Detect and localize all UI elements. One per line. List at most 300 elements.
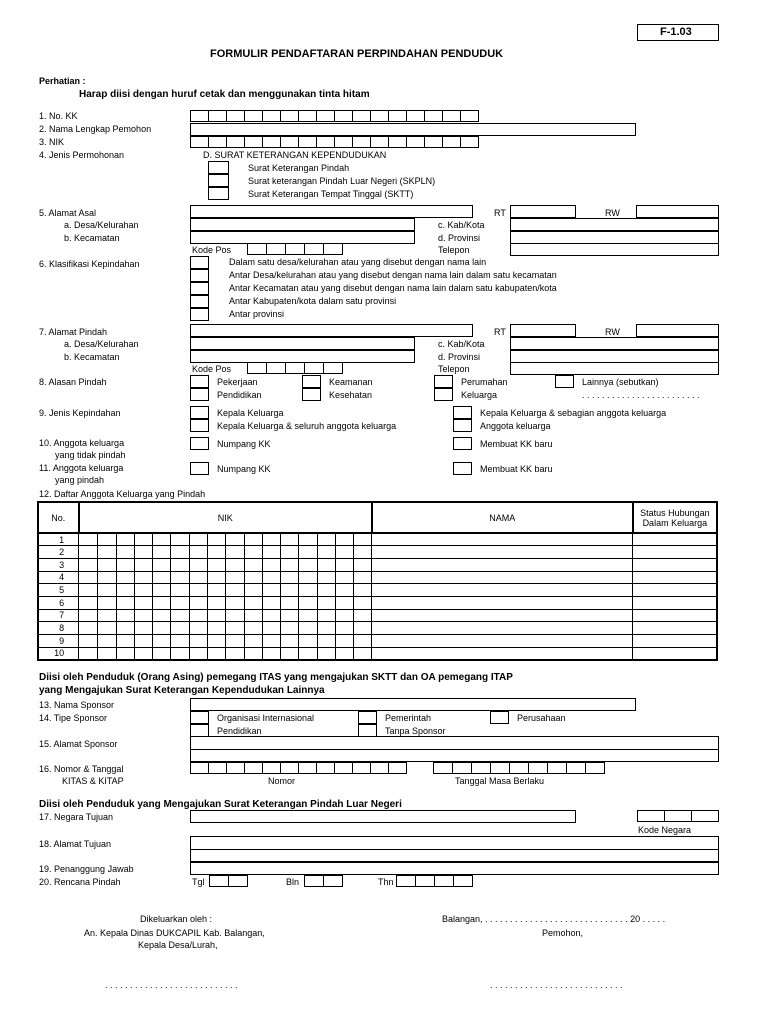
option-keamanan: Keamanan [329, 377, 373, 387]
option-kkbaru-11: Membuat KK baru [480, 464, 553, 474]
issued-by-label: Dikeluarkan oleh : [140, 914, 213, 924]
header-status-line1: Status Hubungan [640, 507, 710, 518]
field-label-jenis-kepindahan: 9. Jenis Kepindahan [39, 408, 121, 418]
status-cell[interactable] [633, 622, 717, 635]
negara-tujuan-input[interactable] [190, 810, 576, 823]
status-cell[interactable] [633, 584, 717, 597]
checkbox-skpln[interactable] [208, 174, 229, 187]
tanggal-berlaku-input[interactable] [433, 762, 605, 774]
desa-pindah-input[interactable] [190, 337, 415, 350]
nik-digit-cell[interactable] [207, 647, 225, 660]
option-lainnya: Lainnya (sebutkan) [582, 377, 659, 387]
nik-digit-cell[interactable] [98, 609, 116, 622]
kab-asal-input[interactable] [510, 218, 719, 231]
nik-digit-cell[interactable] [171, 609, 189, 622]
rencana-tgl-input[interactable] [209, 875, 248, 887]
nik-digit-cell[interactable] [262, 596, 280, 609]
nik-digit-cell[interactable] [281, 533, 299, 546]
nik-digit-cell[interactable] [153, 558, 171, 571]
rw-asal-input[interactable] [636, 205, 719, 218]
nama-cell[interactable] [372, 622, 633, 635]
nik-digit-cell[interactable] [116, 622, 134, 635]
nik-digit-cell[interactable] [335, 546, 353, 559]
nik-digit-cell[interactable] [317, 571, 335, 584]
nik-digit-cell[interactable] [79, 558, 98, 571]
table-row [38, 546, 717, 559]
nik-digit-cell[interactable] [226, 647, 244, 660]
nik-digit-cell[interactable] [262, 558, 280, 571]
desa-asal-input[interactable] [190, 218, 415, 231]
field-label-nama-sponsor: 13. Nama Sponsor [39, 700, 115, 710]
status-cell[interactable] [633, 546, 717, 559]
nik-digit-cell[interactable] [262, 546, 280, 559]
label-telepon-pindah: Telepon [438, 364, 470, 374]
nik-digit-cell[interactable] [281, 558, 299, 571]
nik-digit-cell[interactable] [244, 571, 262, 584]
kodepos-asal-input[interactable] [247, 243, 343, 255]
nik-digit-cell[interactable] [79, 546, 98, 559]
option-perusahaan: Perusahaan [517, 713, 566, 723]
issuer-line2: Kepala Desa/Lurah, [138, 940, 218, 950]
nik-digit-cell[interactable] [299, 596, 317, 609]
nik-digit-cell[interactable] [262, 609, 280, 622]
nik-digit-cell[interactable] [226, 596, 244, 609]
nik-digit-cell[interactable] [317, 546, 335, 559]
nik-digit-cell[interactable] [244, 609, 262, 622]
checkbox-kk-seluruh[interactable] [190, 419, 209, 432]
nik-digit-cell[interactable] [153, 647, 171, 660]
nama-cell[interactable] [372, 558, 633, 571]
label-tgl: Tgl [192, 877, 205, 887]
nik-digit-cell[interactable] [98, 596, 116, 609]
nik-digit-cell[interactable] [299, 635, 317, 648]
alamat-sponsor-divider [190, 749, 719, 750]
rencana-thn-input[interactable] [396, 875, 473, 887]
option-numpang-10: Numpang KK [217, 439, 271, 449]
nama-cell[interactable] [372, 584, 633, 597]
nik-digit-cell[interactable] [189, 584, 207, 597]
status-cell[interactable] [633, 558, 717, 571]
field-label-nik: 3. NIK [39, 137, 65, 147]
nik-digit-cell[interactable] [335, 596, 353, 609]
nik-digit-cell[interactable] [171, 571, 189, 584]
nik-digit-cell[interactable] [116, 596, 134, 609]
issuer-line1: An. Kepala Dinas DUKCAPIL Kab. Balangan, [84, 928, 265, 938]
nik-digit-cell[interactable] [189, 622, 207, 635]
nik-digit-cell[interactable] [153, 571, 171, 584]
label-kode-negara: Kode Negara [638, 825, 692, 835]
checkbox-klasifikasi-5[interactable] [190, 308, 209, 321]
checkbox-anggota[interactable] [453, 419, 472, 432]
nik-digit-cell[interactable] [354, 609, 372, 622]
label-prov-pindah: d. Provinsi [438, 352, 481, 362]
nik-digit-cell[interactable] [79, 609, 98, 622]
alamat-asal-input[interactable] [190, 205, 473, 218]
rt-asal-input[interactable] [510, 205, 576, 218]
nik-digit-cell[interactable] [244, 533, 262, 546]
nik-digit-cell[interactable] [134, 546, 152, 559]
nik-digit-cell[interactable] [134, 596, 152, 609]
nik-digit-cell[interactable] [317, 622, 335, 635]
checkbox-klasifikasi-2[interactable] [190, 269, 209, 282]
nik-digit-cell[interactable] [299, 584, 317, 597]
nik-digit-cell[interactable] [171, 647, 189, 660]
nik-digit-cell[interactable] [317, 558, 335, 571]
nik-digit-cell[interactable] [171, 584, 189, 597]
nik-digit-cell[interactable] [79, 584, 98, 597]
nik-digit-cell[interactable] [244, 558, 262, 571]
row-number: 2 [38, 546, 79, 559]
nik-digit-cell[interactable] [244, 635, 262, 648]
nik-digit-cell[interactable] [354, 546, 372, 559]
nik-digit-cell[interactable] [207, 622, 225, 635]
checkbox-numpang-11[interactable] [190, 462, 209, 475]
nik-digit-cell[interactable] [262, 533, 280, 546]
nik-digit-cell[interactable] [281, 596, 299, 609]
checkbox-kk-sebagian[interactable] [453, 406, 472, 419]
field-label-no-kk: 1. No. KK [39, 111, 78, 121]
nik-digit-cell[interactable] [98, 546, 116, 559]
nik-digit-cell[interactable] [299, 622, 317, 635]
nik-digit-cell[interactable] [281, 584, 299, 597]
nik-digit-cell[interactable] [171, 546, 189, 559]
option-kk-sebagian: Kepala Keluarga & sebagian anggota keluarga [480, 408, 667, 418]
nik-digit-cell[interactable] [281, 622, 299, 635]
option-klasifikasi-3: Antar Kecamatan atau yang disebut dengan nama lain dalam satu kabupaten/kota [229, 283, 557, 293]
option-klasifikasi-1: Dalam satu desa/kelurahan atau yang disebut dengan nama lain [229, 257, 487, 267]
nik-digit-cell[interactable] [207, 571, 225, 584]
label-desa-pindah: a. Desa/Kelurahan [64, 339, 139, 349]
field-label-nomor-tanggal: 16. Nomor & Tanggal [39, 764, 124, 774]
status-cell[interactable] [633, 635, 717, 648]
nik-digit-cell[interactable] [335, 647, 353, 660]
nik-digit-cell[interactable] [171, 533, 189, 546]
nik-digit-cell[interactable] [79, 571, 98, 584]
notice-label: Perhatian : [39, 76, 86, 86]
nama-cell[interactable] [372, 647, 633, 660]
nik-digit-cell[interactable] [134, 533, 152, 546]
nama-cell[interactable] [372, 596, 633, 609]
nik-digit-cell[interactable] [189, 596, 207, 609]
nik-digit-cell[interactable] [317, 609, 335, 622]
label-kab-pindah: c. Kab/Kota [438, 339, 485, 349]
checkbox-sktt[interactable] [208, 187, 229, 200]
option-numpang-11: Numpang KK [217, 464, 271, 474]
nik-digit-cell[interactable] [317, 596, 335, 609]
nik-digit-cell[interactable] [207, 635, 225, 648]
status-cell[interactable] [633, 596, 717, 609]
option-klasifikasi-5: Antar provinsi [229, 309, 285, 319]
nik-digit-cell[interactable] [171, 558, 189, 571]
nik-digit-cell[interactable] [189, 533, 207, 546]
nik-digit-cell[interactable] [226, 546, 244, 559]
checkbox-klasifikasi-4[interactable] [190, 295, 209, 308]
nik-digit-cell[interactable] [335, 558, 353, 571]
nik-digit-cell[interactable] [98, 558, 116, 571]
nik-digit-cell[interactable] [189, 546, 207, 559]
nik-digit-cell[interactable] [262, 584, 280, 597]
nik-digit-cell[interactable] [262, 571, 280, 584]
nik-digit-cell[interactable] [354, 622, 372, 635]
nik-digit-cell[interactable] [207, 533, 225, 546]
nik-digit-cell[interactable] [116, 558, 134, 571]
nik-digit-cell[interactable] [281, 609, 299, 622]
kodepos-pindah-input[interactable] [247, 362, 343, 374]
field-label-rencana-pindah: 20. Rencana Pindah [39, 877, 121, 887]
nik-digit-cell[interactable] [262, 622, 280, 635]
label-kodepos: Kode Pos [192, 245, 232, 255]
nik-digit-cell[interactable] [98, 622, 116, 635]
row-number: 7 [38, 609, 79, 622]
nik-digit-cell[interactable] [226, 558, 244, 571]
table-row [38, 647, 717, 660]
status-cell[interactable] [633, 609, 717, 622]
nik-digit-cell[interactable] [134, 558, 152, 571]
nik-digit-cell[interactable] [226, 571, 244, 584]
nik-digit-cell[interactable] [153, 622, 171, 635]
signature-line-left: . . . . . . . . . . . . . . . . . . . . . . . . . . . [105, 980, 238, 990]
nik-digit-cell[interactable] [207, 558, 225, 571]
nik-digit-cell[interactable] [153, 546, 171, 559]
nama-cell[interactable] [372, 571, 633, 584]
rt-pindah-input[interactable] [510, 324, 576, 337]
nik-digit-cell[interactable] [317, 533, 335, 546]
nik-digit-cell[interactable] [79, 533, 98, 546]
nik-digit-cell[interactable] [98, 571, 116, 584]
nik-digit-cell[interactable] [116, 546, 134, 559]
header-no: No. [38, 502, 79, 533]
nik-digit-cell[interactable] [335, 571, 353, 584]
nik-digit-cell[interactable] [244, 596, 262, 609]
nik-digit-cell[interactable] [262, 647, 280, 660]
nik-digit-cell[interactable] [171, 596, 189, 609]
nik-digit-cell[interactable] [116, 647, 134, 660]
no-kk-input[interactable] [190, 110, 479, 122]
nik-digit-cell[interactable] [79, 596, 98, 609]
nik-digit-cell[interactable] [299, 609, 317, 622]
nik-digit-cell[interactable] [153, 596, 171, 609]
nik-digit-cell[interactable] [134, 584, 152, 597]
option-pendidikan-sponsor: Pendidikan [217, 726, 262, 736]
alamat-pindah-input[interactable] [190, 324, 473, 337]
nik-digit-cell[interactable] [281, 647, 299, 660]
nama-cell[interactable] [372, 533, 633, 546]
nik-digit-cell[interactable] [354, 596, 372, 609]
nik-digit-cell[interactable] [335, 635, 353, 648]
label-nomor: Nomor [268, 776, 296, 786]
nama-sponsor-input[interactable] [190, 698, 636, 711]
nik-digit-cell[interactable] [226, 635, 244, 648]
field-label-anggota-pindah-2: yang pindah [55, 475, 105, 485]
telepon-asal-input[interactable] [510, 243, 719, 256]
field-label-anggota-tidak-pindah: 10. Anggota keluarga [39, 438, 125, 448]
alamat-tujuan-divider [190, 849, 719, 850]
nik-digit-cell[interactable] [207, 584, 225, 597]
checkbox-pekerjaan[interactable] [190, 375, 209, 388]
checkbox-kesehatan[interactable] [302, 388, 321, 401]
checkbox-numpang-10[interactable] [190, 437, 209, 450]
rw-pindah-input[interactable] [636, 324, 719, 337]
field-label-jenis-permohonan: 4. Jenis Permohonan [39, 150, 125, 160]
nik-digit-cell[interactable] [281, 571, 299, 584]
nama-cell[interactable] [372, 635, 633, 648]
field-label-nama-pemohon: 2. Nama Lengkap Pemohon [39, 124, 152, 134]
checkbox-sk-pindah[interactable] [208, 161, 229, 174]
checkbox-lainnya[interactable] [555, 375, 574, 388]
option-tanpa-sponsor: Tanpa Sponsor [385, 726, 446, 736]
nik-digit-cell[interactable] [153, 584, 171, 597]
nik-digit-cell[interactable] [299, 546, 317, 559]
nik-digit-cell[interactable] [153, 609, 171, 622]
place-date: Balangan, . . . . . . . . . . . . . . . . . . . . . . . . . . . . . 20 . . . . . [442, 914, 666, 924]
nik-digit-cell[interactable] [299, 647, 317, 660]
field-label-alamat-pindah: 7. Alamat Pindah [39, 327, 108, 337]
label-thn: Thn [378, 877, 394, 887]
nik-digit-cell[interactable] [317, 584, 335, 597]
nik-digit-cell[interactable] [244, 622, 262, 635]
status-cell[interactable] [633, 533, 717, 546]
field-label-alamat-asal: 5. Alamat Asal [39, 208, 97, 218]
nik-digit-cell[interactable] [299, 558, 317, 571]
nik-digit-cell[interactable] [134, 609, 152, 622]
nik-digit-cell[interactable] [335, 584, 353, 597]
page-title: FORMULIR PENDAFTARAN PERPINDAHAN PENDUDUK [210, 48, 504, 60]
nik-digit-cell[interactable] [335, 533, 353, 546]
checkbox-klasifikasi-3[interactable] [190, 282, 209, 295]
nama-cell[interactable] [372, 609, 633, 622]
table-row [38, 635, 717, 648]
nik-digit-cell[interactable] [189, 635, 207, 648]
nik-digit-cell[interactable] [335, 609, 353, 622]
checkbox-klasifikasi-1[interactable] [190, 256, 209, 269]
field-label-penanggung-jawab: 19. Penanggung Jawab [39, 864, 134, 874]
nik-digit-cell[interactable] [98, 647, 116, 660]
nik-digit-cell[interactable] [354, 571, 372, 584]
nik-digit-cell[interactable] [116, 584, 134, 597]
nik-digit-cell[interactable] [171, 635, 189, 648]
option-org-internasional: Organisasi Internasional [217, 713, 315, 723]
nik-digit-cell[interactable] [244, 647, 262, 660]
nik-digit-cell[interactable] [116, 533, 134, 546]
nik-digit-cell[interactable] [171, 622, 189, 635]
section-skpln: Diisi oleh Penduduk yang Mengajukan Surat Keterangan Pindah Luar Negeri [39, 799, 402, 810]
checkbox-keamanan[interactable] [302, 375, 321, 388]
nik-digit-cell[interactable] [317, 635, 335, 648]
nik-digit-cell[interactable] [335, 622, 353, 635]
nik-digit-cell[interactable] [116, 635, 134, 648]
nik-digit-cell[interactable] [79, 647, 98, 660]
section-orang-asing-line1: Diisi oleh Penduduk (Orang Asing) pemegang ITAS yang mengajukan SKTT dan OA pemegang ITAP [39, 672, 513, 683]
option-sktt: Surat Keterangan Tempat Tinggal (SKTT) [248, 189, 414, 199]
nik-digit-cell[interactable] [244, 546, 262, 559]
row-number: 10 [38, 647, 79, 660]
option-anggota: Anggota keluarga [480, 421, 551, 431]
checkbox-pemerintah[interactable] [358, 711, 377, 724]
telepon-pindah-input[interactable] [510, 362, 719, 375]
checkbox-pendidikan[interactable] [190, 388, 209, 401]
label-prov: d. Provinsi [438, 233, 481, 243]
nik-digit-cell[interactable] [116, 571, 134, 584]
checkbox-keluarga[interactable] [434, 388, 453, 401]
nik-digit-cell[interactable] [153, 635, 171, 648]
nik-digit-cell[interactable] [207, 609, 225, 622]
checkbox-kkbaru-11[interactable] [453, 462, 472, 475]
nik-digit-cell[interactable] [98, 584, 116, 597]
status-cell[interactable] [633, 571, 717, 584]
nik-digit-cell[interactable] [317, 647, 335, 660]
checkbox-org-internasional[interactable] [190, 711, 209, 724]
nik-digit-cell[interactable] [189, 647, 207, 660]
kode-negara-input[interactable] [637, 810, 719, 822]
nik-digit-cell[interactable] [281, 635, 299, 648]
nik-digit-cell[interactable] [354, 533, 372, 546]
nik-digit-cell[interactable] [153, 533, 171, 546]
nik-input[interactable] [190, 136, 479, 148]
table-row [38, 558, 717, 571]
nik-digit-cell[interactable] [189, 609, 207, 622]
checkbox-kkbaru-10[interactable] [453, 437, 472, 450]
nik-digit-cell[interactable] [299, 533, 317, 546]
nomor-kitas-input[interactable] [190, 762, 407, 774]
nik-digit-cell[interactable] [134, 622, 152, 635]
nik-digit-cell[interactable] [98, 533, 116, 546]
field-label-anggota-pindah: 11. Anggota keluarga [39, 463, 124, 473]
penanggung-jawab-input[interactable] [190, 862, 719, 875]
checkbox-perumahan[interactable] [434, 375, 453, 388]
option-kkbaru-10: Membuat KK baru [480, 439, 553, 449]
nik-digit-cell[interactable] [134, 635, 152, 648]
nik-digit-cell[interactable] [354, 635, 372, 648]
checkbox-kk[interactable] [190, 406, 209, 419]
nik-digit-cell[interactable] [354, 558, 372, 571]
nik-digit-cell[interactable] [189, 558, 207, 571]
nik-digit-cell[interactable] [189, 571, 207, 584]
nik-digit-cell[interactable] [207, 546, 225, 559]
nik-digit-cell[interactable] [134, 647, 152, 660]
rencana-bln-input[interactable] [304, 875, 343, 887]
nik-digit-cell[interactable] [354, 647, 372, 660]
nik-digit-cell[interactable] [226, 533, 244, 546]
label-kec: b. Kecamatan [64, 233, 120, 243]
label-rw-pindah: RW [605, 327, 620, 337]
nik-digit-cell[interactable] [226, 609, 244, 622]
nik-digit-cell[interactable] [299, 571, 317, 584]
nik-digit-cell[interactable] [79, 635, 98, 648]
option-pemerintah: Pemerintah [385, 713, 432, 723]
checkbox-perusahaan[interactable] [490, 711, 509, 724]
label-kec-pindah: b. Kecamatan [64, 352, 120, 362]
nik-digit-cell[interactable] [207, 596, 225, 609]
nik-digit-cell[interactable] [281, 546, 299, 559]
kab-pindah-input[interactable] [510, 337, 719, 350]
nik-digit-cell[interactable] [79, 622, 98, 635]
nik-digit-cell[interactable] [244, 584, 262, 597]
nik-digit-cell[interactable] [354, 584, 372, 597]
header-status [633, 502, 717, 533]
field-label-daftar-anggota: 12. Daftar Anggota Keluarga yang Pindah [39, 489, 206, 499]
nama-cell[interactable] [372, 546, 633, 559]
nik-digit-cell[interactable] [98, 635, 116, 648]
nik-digit-cell[interactable] [262, 635, 280, 648]
nik-digit-cell[interactable] [226, 584, 244, 597]
status-cell[interactable] [633, 647, 717, 660]
nama-pemohon-input[interactable] [190, 123, 636, 136]
nik-digit-cell[interactable] [226, 622, 244, 635]
table-row [38, 533, 717, 546]
nik-digit-cell[interactable] [134, 571, 152, 584]
header-status-line2: Dalam Keluarga [642, 517, 708, 528]
nik-digit-cell[interactable] [116, 609, 134, 622]
